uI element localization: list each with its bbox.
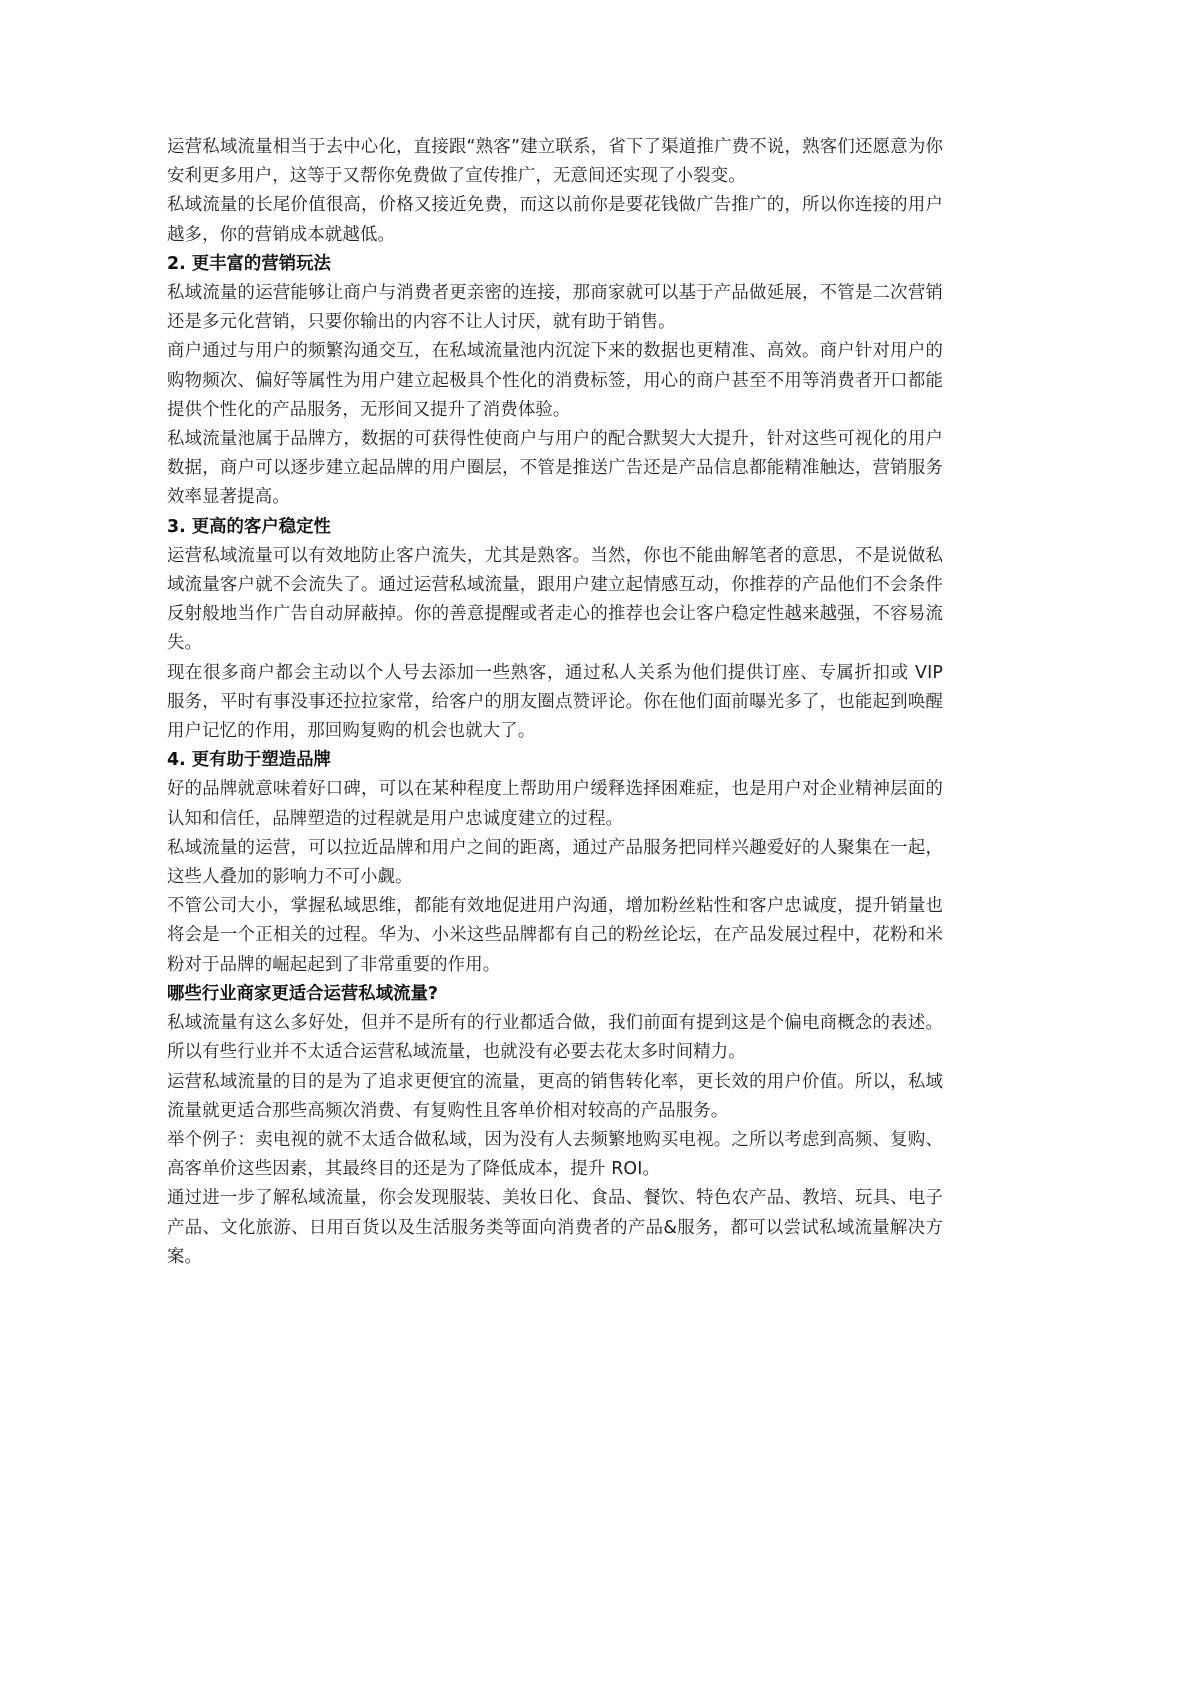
paragraph: 运营私域流量相当于去中心化，直接跟“熟客”建立联系，省下了渠道推广费不说，熟客们还愿意为你安利更多用户，这等于又帮你免费做了宣传推广，无意间还实现了小裂变。 — [167, 137, 943, 187]
document-page — [167, 133, 943, 1272]
paragraph: 运营私域流量的目的是为了追求更便宜的流量，更高的销售转化率，更长效的用户价值。所以，私域流量就更适合那些高频次消费、有复购性且客单价相对较高的产品服务。 — [167, 1071, 943, 1121]
section-heading: 哪些行业商家更适合运营私域流量? — [167, 983, 438, 1004]
paragraph: 私域流量有这么多好处，但并不是所有的行业都适合做，我们前面有提到这是个偏电商概念的表述。所以有些行业并不太适合运营私域流量，也就没有必要去花太多时间精力。 — [167, 1013, 943, 1063]
paragraph: 好的品牌就意味着好口碑，可以在某种程度上帮助用户缓释选择困难症，也是用户对企业精神层面的认知和信任，品牌塑造的过程就是用户忠诚度建立的过程。 — [167, 779, 943, 829]
paragraph: 私域流量的运营能够让商户与消费者更亲密的连接，那商家就可以基于产品做延展，不管是二次营销还是多元化营销，只要你输出的内容不让人讨厌，就有助于销售。 — [167, 283, 943, 333]
paragraph: 商户通过与用户的频繁沟通交互，在私域流量池内沉淀下来的数据也更精准、高效。商户针对用户的购物频次、偏好等属性为用户建立起极具个性化的消费标签，用心的商户甚至不用等消费者开口都能提供个性化的产品服务，无形间又提升了消费体验。 — [167, 341, 943, 420]
paragraph: 私域流量池属于品牌方，数据的可获得性使商户与用户的配合默契大大提升，针对这些可视化的用户数据，商户可以逐步建立起品牌的用户圈层，不管是推送广告还是产品信息都能精准触达，营销服务效率显著提高。 — [167, 429, 943, 508]
paragraph: 现在很多商户都会主动以个人号去添加一些熟客，通过私人关系为他们提供订座、专属折扣或 VIP 服务，平时有事没事还拉拉家常，给客户的朋友圈点赞评论。你在他们面前曝光多了，也能起到唤醒用户记忆的作用，那回购复购的机会也就大了。 — [167, 662, 943, 742]
section-heading: 3. 更高的客户稳定性 — [167, 516, 331, 537]
paragraph: 不管公司大小，掌握私域思维，都能有效地促进用户沟通，增加粉丝粘性和客户忠诚度，提升销量也将会是一个正相关的过程。华为、小米这些品牌都有自己的粉丝论坛，在产品发展过程中，花粉和米粉对于品牌的崛起起到了非常重要的作用。 — [167, 896, 943, 975]
paragraph: 私域流量的长尾价值很高，价格又接近免费，而这以前你是要花钱做广告推广的，所以你连接的用户越多，你的营销成本就越低。 — [167, 195, 943, 245]
paragraph: 运营私域流量可以有效地防止客户流失，尤其是熟客。当然，你也不能曲解笔者的意思，不是说做私域流量客户就不会流失了。通过运营私域流量，跟用户建立起情感互动，你推荐的产品他们不会条件反射般地当作广告自动屏蔽掉。你的善意提醒或者走心的推荐也会让客户稳定性越来越强，不容易流失。 — [167, 545, 943, 654]
section-heading: 2. 更丰富的营销玩法 — [167, 253, 331, 274]
paragraph: 通过进一步了解私域流量，你会发现服装、美妆日化、食品、餐饮、特色农产品、教培、玩具、电子产品、文化旅游、日用百货以及生活服务类等面向消费者的产品&服务，都可以尝试私域流量解决方案。 — [167, 1188, 943, 1267]
paragraph: 私域流量的运营，可以拉近品牌和用户之间的距离，通过产品服务把同样兴趣爱好的人聚集在一起，这些人叠加的影响力不可小觑。 — [167, 837, 943, 888]
paragraph: 举个例子：卖电视的就不太适合做私域，因为没有人去频繁地购买电视。之所以考虑到高频、复购、高客单价这些因素，其最终目的还是为了降低成本，提升 ROI。 — [167, 1129, 943, 1180]
section-heading: 4. 更有助于塑造品牌 — [167, 750, 331, 771]
